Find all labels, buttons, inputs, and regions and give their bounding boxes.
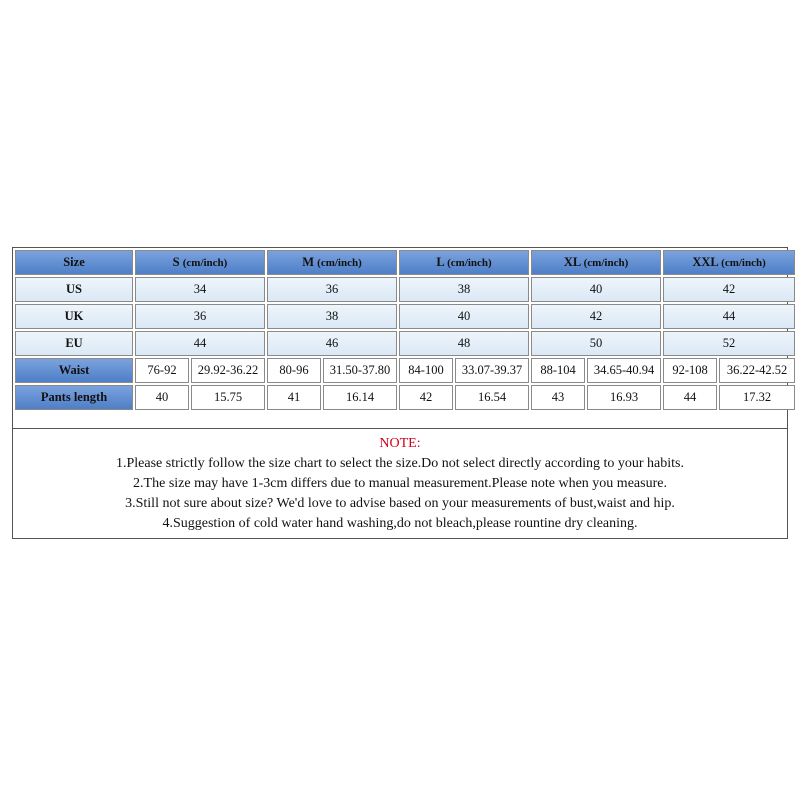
us-xxl-cell: 42 [663,277,795,302]
note-line-3: 3.Still not sure about size? We'd love to advise based on your measurements of bust,waist and hip. [125,496,675,511]
size-table [13,248,797,412]
waist-xxl-cm: 92-108 [663,358,717,383]
eu-m-cell: 46 [267,331,397,356]
size-s-header: S (cm/inch) [135,250,265,275]
pants-length-l-inch: 16.54 [455,385,529,410]
note-line-4: 4.Suggestion of cold water hand washing,do not bleach,please rountine dry cleaning. [162,516,638,531]
waist-xxl-inch: 36.22-42.52 [719,358,795,383]
row-label-us: US [15,277,133,302]
waist-m-cm: 80-96 [267,358,321,383]
waist-m-inch: 31.50-37.80 [323,358,397,383]
note-line-1: 1.Please strictly follow the size chart to select the size.Do not select directly according to your habits. [116,456,684,471]
row-label-waist: Waist [15,358,133,383]
uk-xl-cell: 42 [531,304,661,329]
waist-l-cm: 84-100 [399,358,453,383]
us-l-cell: 38 [399,277,529,302]
uk-s-cell: 36 [135,304,265,329]
eu-row [15,331,795,356]
pants-length-m-inch: 16.14 [323,385,397,410]
pants-length-row [15,385,795,410]
pants-length-s-inch: 15.75 [191,385,265,410]
pants-length-xxl-cm: 44 [663,385,717,410]
header-row [15,250,795,275]
size-header-cell: Size [15,250,133,275]
size-m-header: M (cm/inch) [267,250,397,275]
row-label-eu: EU [15,331,133,356]
notes-section [13,428,787,539]
row-label-uk: UK [15,304,133,329]
note-title: NOTE: [379,436,421,451]
waist-xl-cm: 88-104 [531,358,585,383]
note-line-2: 2.The size may have 1-3cm differs due to manual measurement.Please note when you measure. [133,476,667,491]
uk-m-cell: 38 [267,304,397,329]
pants-length-m-cm: 41 [267,385,321,410]
size-l-header: L (cm/inch) [399,250,529,275]
pants-length-l-cm: 42 [399,385,453,410]
pants-length-xl-cm: 43 [531,385,585,410]
us-row [15,277,795,302]
us-s-cell: 34 [135,277,265,302]
row-label-pants-length: Pants length [15,385,133,410]
uk-xxl-cell: 44 [663,304,795,329]
pants-length-xl-inch: 16.93 [587,385,661,410]
uk-l-cell: 40 [399,304,529,329]
eu-l-cell: 48 [399,331,529,356]
pants-length-xxl-inch: 17.32 [719,385,795,410]
size-xl-header: XL (cm/inch) [531,250,661,275]
waist-s-inch: 29.92-36.22 [191,358,265,383]
eu-xxl-cell: 52 [663,331,795,356]
waist-l-inch: 33.07-39.37 [455,358,529,383]
size-chart [12,247,788,539]
size-xxl-header: XXL (cm/inch) [663,250,795,275]
eu-xl-cell: 50 [531,331,661,356]
uk-row [15,304,795,329]
waist-s-cm: 76-92 [135,358,189,383]
eu-s-cell: 44 [135,331,265,356]
pants-length-s-cm: 40 [135,385,189,410]
us-xl-cell: 40 [531,277,661,302]
waist-row [15,358,795,383]
waist-xl-inch: 34.65-40.94 [587,358,661,383]
us-m-cell: 36 [267,277,397,302]
